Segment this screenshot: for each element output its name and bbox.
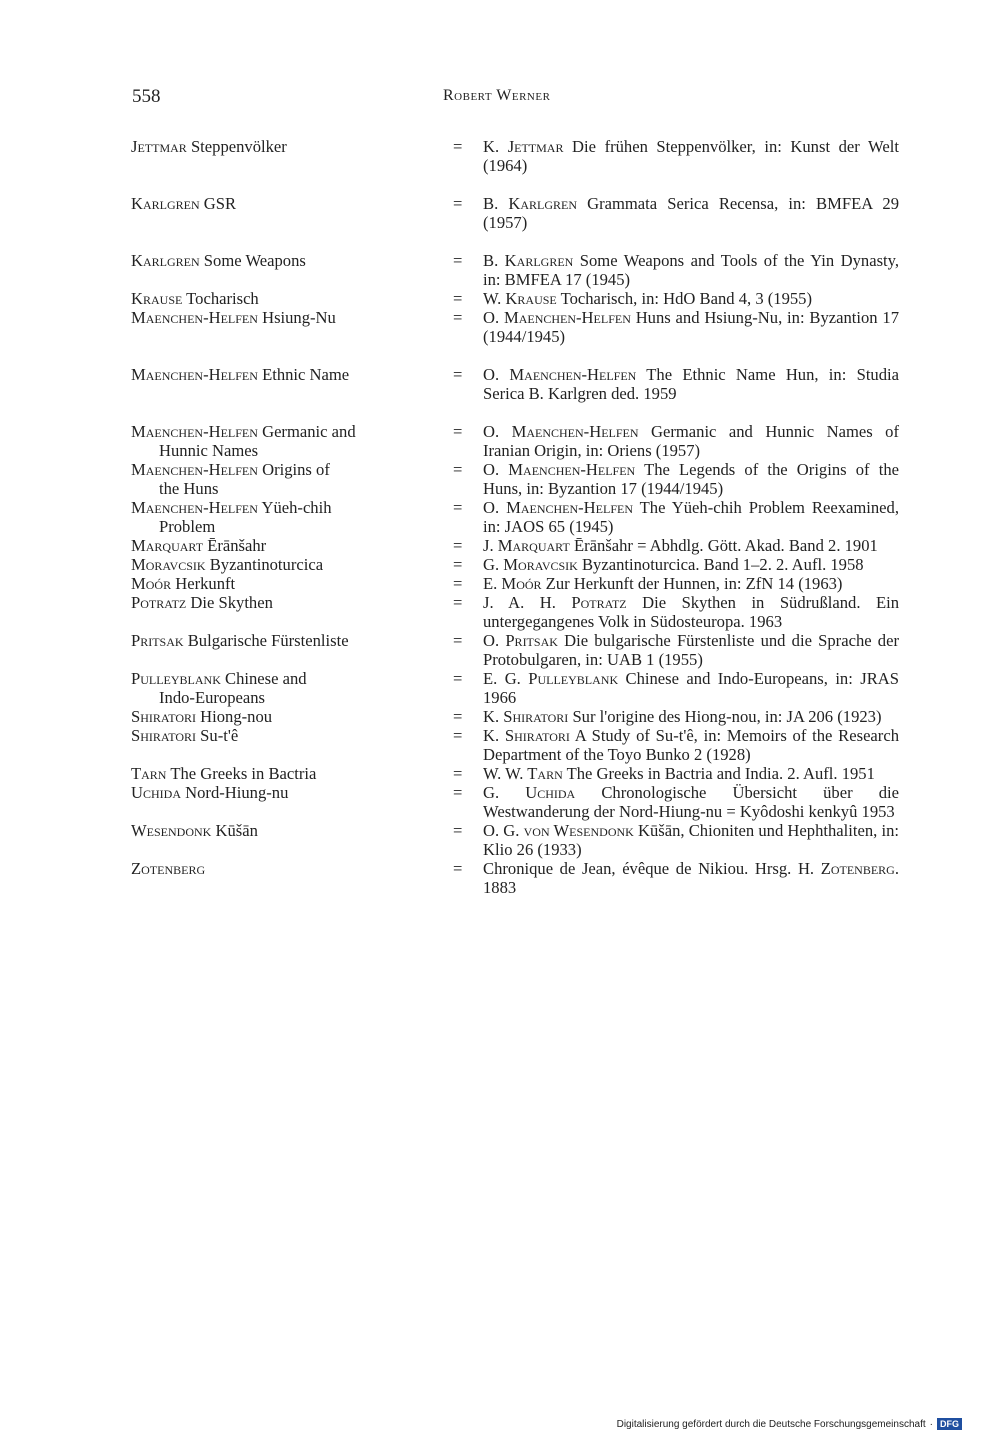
ref-text: Byzantinoturcica. Band 1–2. 2. Aufl. 1958 (577, 555, 864, 574)
equals-sign: = (453, 251, 463, 270)
ref-author: O. G. von Wesendonk (483, 821, 634, 840)
equals-sign: = (453, 365, 463, 384)
equals-sign: = (453, 859, 463, 878)
ref-text: Kūšān, Chioniten und Hephthaliten, in: Klio 26 (1933) (483, 821, 899, 859)
abbr-author: Jettmar (131, 137, 187, 156)
ref-tail: . 1883 (483, 859, 899, 897)
ref-text: Chinese and Indo-Europeans, in: JRAS 1966 (483, 669, 899, 707)
ref-text: Chronique de Jean, évêque de Nikiou. Hrsg. H. (483, 859, 821, 878)
ref-author: K. Jettmar (483, 137, 564, 156)
list-item (131, 783, 901, 821)
equals-sign: = (453, 289, 463, 308)
list-item (131, 365, 901, 403)
abbr-author: Pulleyblank (131, 669, 221, 688)
abbr-title: Nord-Hiung-nu (180, 783, 289, 802)
abbr-author: Karlgren (131, 251, 200, 270)
equals-sign: = (453, 194, 463, 213)
abbr-title-continued: the Huns (159, 479, 219, 498)
ref-text: The Greeks in Bactria and India. 2. Aufl. 1951 (562, 764, 875, 783)
abbr-author: Maenchen-Helfen (131, 365, 258, 384)
ref-text: The Legends of the Origins of the Huns, in: Byzantion 17 (1944/1945) (483, 460, 899, 498)
abbr-title: Byzantinoturcica (205, 555, 324, 574)
dfg-logo-icon: DFG (937, 1418, 962, 1430)
ref-author: O. Maenchen-Helfen (483, 460, 636, 479)
abbr-author: Maenchen-Helfen (131, 498, 258, 517)
abbr-author: Potratz (131, 593, 187, 612)
list-item (131, 593, 901, 631)
list-item (131, 194, 901, 232)
abbr-title: Steppenvölker (186, 137, 287, 156)
equals-sign: = (453, 631, 463, 650)
abbr-title: Su-t'ê (196, 726, 239, 745)
ref-author: J. Marquart (483, 536, 570, 555)
abbr-author: Moór (131, 574, 172, 593)
abbr-title-continued: Problem (159, 517, 216, 536)
ref-text: Germanic and Hunnic Names of Iranian Origin, in: Oriens (1957) (483, 422, 900, 460)
ref-text: Some Weapons and Tools of the Yin Dynasty, in: BMFEA 17 (1945) (483, 251, 899, 289)
abbr-author: Karlgren (131, 194, 200, 213)
ref-text: Huns and Hsiung-Nu, in: Byzantion 17 (1944/1945) (483, 308, 899, 346)
running-head: Robert Werner (443, 87, 551, 104)
ref-text: Ērānšahr = Abhdlg. Gött. Akad. Band 2. 1901 (569, 536, 878, 555)
abbr-title: Bulgarische Fürstenliste (183, 631, 349, 650)
ref-author: O. Maenchen-Helfen (483, 422, 639, 441)
abbr-title: The Greeks in Bactria (166, 764, 317, 783)
abbr-author: Shiratori (131, 726, 197, 745)
page-number: 558 (132, 86, 161, 107)
abbr-author: Tarn (131, 764, 167, 783)
abbr-title: Germanic and (257, 422, 356, 441)
list-item (131, 555, 901, 574)
ref-text: Die Skythen in Südrußland. Ein untergegangenes Volk in Südosteuropa. 1963 (483, 593, 900, 631)
abbr-author: Maenchen-Helfen (131, 460, 258, 479)
ref-author: B. Karlgren (483, 194, 577, 213)
ref-author: K. Shiratori (483, 707, 569, 726)
ref-text: Zur Herkunft der Hunnen, in: ZfN 14 (1963) (541, 574, 843, 593)
ref-author: O. Maenchen-Helfen (483, 498, 633, 517)
list-item (131, 574, 901, 593)
list-item (131, 764, 901, 783)
ref-text: The Ethnic Name Hun, in: Studia Serica B. Karlgren ded. 1959 (483, 365, 900, 403)
abbr-title: Some Weapons (199, 251, 306, 270)
ref-text: Die bulgarische Fürstenliste und die Sprache der Protobulgaren, in: UAB 1 (1955) (483, 631, 899, 669)
equals-sign: = (453, 308, 463, 327)
equals-sign: = (453, 821, 463, 840)
abbr-author: Uchida (131, 783, 181, 802)
ref-author: G. Moravcsik (483, 555, 578, 574)
ref-author: W. Krause (483, 289, 557, 308)
equals-sign: = (453, 460, 463, 479)
list-item (131, 536, 901, 555)
abbr-title: Hsiung-Nu (257, 308, 336, 327)
abbreviation-list (131, 137, 901, 897)
list-item (131, 498, 901, 536)
equals-sign: = (453, 536, 463, 555)
abbr-title: Herkunft (171, 574, 236, 593)
ref-text: Chronologische Übersicht über die Westwanderung der Nord-Hiung-nu = Kyôdoshi kenkyû 1953 (483, 783, 899, 821)
ref-author: O. Maenchen-Helfen (483, 308, 631, 327)
list-item (131, 289, 901, 308)
ref-author: O. Maenchen-Helfen (483, 365, 637, 384)
list-item (131, 859, 901, 897)
list-item (131, 422, 901, 460)
ref-author: J. A. H. Potratz (483, 593, 627, 612)
equals-sign: = (453, 669, 463, 688)
list-item (131, 821, 901, 859)
abbr-author: Maenchen-Helfen (131, 422, 258, 441)
equals-sign: = (453, 783, 463, 802)
abbr-title: Ethnic Name (257, 365, 350, 384)
abbr-title: Ērānšahr (203, 536, 267, 555)
equals-sign: = (453, 498, 463, 517)
ref-author: W. W. Tarn (483, 764, 563, 783)
list-item (131, 460, 901, 498)
ref-text: The Yüeh-chih Problem Reexamined, in: JAOS 65 (1945) (483, 498, 899, 536)
ref-author: E. Moór (483, 574, 542, 593)
ref-author: E. G. Pulleyblank (483, 669, 619, 688)
ref-text: A Study of Su-t'ê, in: Memoirs of the Research Department of the Toyo Bunko 2 (1928) (483, 726, 899, 764)
separator: · (929, 1418, 933, 1430)
abbr-author: Wesendonk (131, 821, 212, 840)
abbr-author: Shiratori (131, 707, 197, 726)
footer (617, 1418, 962, 1430)
abbr-title-continued: Hunnic Names (159, 441, 259, 460)
abbr-title-continued: Indo-Europeans (159, 688, 265, 707)
abbr-title: GSR (199, 194, 237, 213)
footer-text: Digitalisierung gefördert durch die Deutsche Forschungsgemeinschaft (616, 1418, 926, 1430)
ref-author: K. Shiratori (483, 726, 570, 745)
ref-text: Sur l'origine des Hiong-nou, in: JA 206 (1923) (568, 707, 882, 726)
abbr-title: Kūšān (211, 821, 258, 840)
list-item (131, 669, 901, 707)
abbr-author: Zotenberg (131, 859, 206, 878)
equals-sign: = (453, 593, 463, 612)
abbr-title: Tocharisch (182, 289, 259, 308)
ref-text: Tocharisch, in: HdO Band 4, 3 (1955) (556, 289, 812, 308)
abbr-author: Krause (131, 289, 183, 308)
equals-sign: = (453, 422, 463, 441)
abbr-title: Die Skythen (186, 593, 273, 612)
list-item (131, 308, 901, 346)
abbr-author: Pritsak (131, 631, 184, 650)
list-item (131, 726, 901, 764)
ref-author: Zotenberg (820, 859, 895, 878)
ref-author: O. Pritsak (483, 631, 558, 650)
list-item (131, 707, 901, 726)
abbr-title: Origins of (257, 460, 330, 479)
abbr-author: Moravcsik (131, 555, 206, 574)
equals-sign: = (453, 555, 463, 574)
abbr-title: Hiong-nou (196, 707, 273, 726)
equals-sign: = (453, 764, 463, 783)
ref-author: G. Uchida (483, 783, 576, 802)
list-item (131, 137, 901, 175)
ref-text: Grammata Serica Recensa, in: BMFEA 29 (1957) (483, 194, 900, 232)
equals-sign: = (453, 137, 463, 156)
equals-sign: = (453, 707, 463, 726)
list-item (131, 251, 901, 289)
abbr-author: Maenchen-Helfen (131, 308, 258, 327)
abbr-title: Chinese and (220, 669, 307, 688)
ref-text: Die frühen Steppenvölker, in: Kunst der Welt (1964) (483, 137, 899, 175)
list-item (131, 631, 901, 669)
abbr-author: Marquart (131, 536, 204, 555)
equals-sign: = (453, 574, 463, 593)
equals-sign: = (453, 726, 463, 745)
abbr-title: Yüeh-chih (257, 498, 332, 517)
ref-author: B. Karlgren (483, 251, 574, 270)
